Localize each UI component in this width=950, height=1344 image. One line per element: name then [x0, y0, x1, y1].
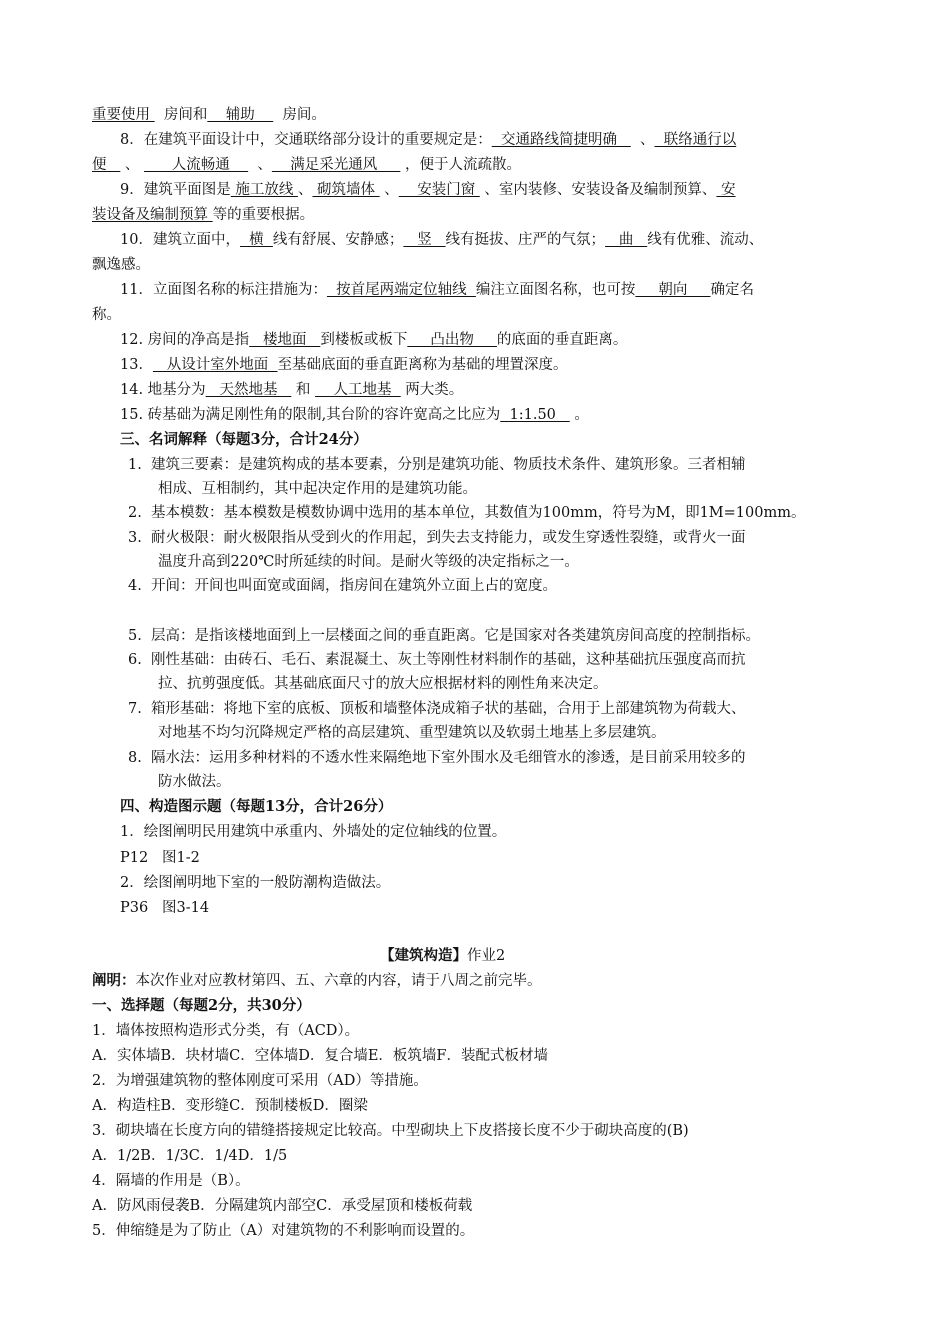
text-run: 1. 建筑三要素：是建筑构成的基本要素，分别是建筑功能、物质技术条件、建筑形象。三者相辅	[128, 457, 746, 473]
text-run: 8. 隔水法：运用多种材料的不透水性来隔绝地下室外围水及毛细管水的渗透，是目前采用较多的	[128, 750, 746, 766]
text-run: 两大类。	[400, 382, 464, 398]
answer-blank: 人流畅通	[144, 157, 249, 173]
text-line-l11	[120, 355, 568, 375]
text-run: 房间。	[273, 107, 326, 123]
answer-blank: 楼地面	[249, 332, 321, 348]
text-run: 10．建筑立面中，	[120, 232, 240, 248]
answer-blank: 安装门窗	[398, 182, 480, 198]
text-run: 温度升高到220℃时所延续的时间。是耐火等级的决定指标之一。	[158, 554, 579, 570]
text-line-l4	[120, 180, 736, 200]
text-line-l29	[120, 822, 506, 842]
text-run: 拉、抗剪强度低。其基础底面尺寸的放大应根据材料的刚性角来决定。	[158, 676, 608, 692]
text-run: 15. 砖基础为满足刚性角的限制,其台阶的容许宽高之比应为	[120, 407, 501, 423]
text-run: 到楼板或板下	[320, 332, 408, 348]
text-run: 、	[297, 182, 313, 198]
text-line-l41	[92, 1146, 287, 1166]
answer-blank: 横	[239, 232, 273, 248]
text-run: 一、选择题（每题2分，共30分）	[92, 997, 311, 1014]
text-line-l22	[128, 650, 746, 670]
text-line-l12	[120, 380, 463, 400]
text-run: 【建筑构造】	[380, 947, 467, 964]
text-line-l13	[120, 405, 589, 425]
text-run: 2．绘图阐明地下室的一般防潮构造做法。	[120, 875, 391, 891]
text-run: A．构造柱B．变形缝C．预制楼板D．圈梁	[92, 1098, 368, 1114]
text-line-l33	[380, 946, 505, 966]
answer-blank: 1:1.50	[500, 407, 570, 423]
text-line-l40	[92, 1121, 689, 1141]
answer-blank: 重要使用	[92, 107, 155, 123]
text-run: 对地基不均匀沉降规定严格的高层建筑、重型建筑以及软弱土地基上多层建筑。	[158, 725, 666, 741]
text-line-l18	[128, 528, 746, 548]
text-run: 编注立面图名称，也可按	[475, 282, 636, 298]
text-run: 三、名词解释（每题3分，合计24分）	[120, 431, 368, 448]
text-run: 3. 耐火极限：耐火极限指从受到火的作用起，到失去支持能力，或发生穿透性裂缝，或背火一面	[128, 530, 746, 546]
text-line-l26	[128, 748, 746, 768]
text-run: A．实体墙B．块材墙C．空体墙D．复合墙E．板筑墙F．装配式板材墙	[92, 1048, 548, 1064]
answer-blank: 便	[92, 157, 121, 173]
text-run: 1．绘图阐明民用建筑中承重内、外墙处的定位轴线的位置。	[120, 824, 507, 840]
text-run: 、	[120, 157, 145, 173]
text-line-l35	[92, 996, 311, 1016]
text-run: P12 图1-2	[120, 850, 200, 866]
answer-blank: 砌筑墙体	[312, 182, 380, 198]
answer-blank: 装设备及编制预算	[92, 207, 213, 223]
text-run: 飘逸感。	[92, 257, 150, 273]
text-line-l28	[120, 797, 392, 817]
text-line-l19	[158, 552, 579, 572]
text-line-l15	[128, 455, 746, 475]
text-line-l38	[92, 1071, 428, 1091]
text-line-l39	[92, 1096, 368, 1116]
text-line-l31	[120, 873, 390, 893]
text-run: 12. 房间的净高是指	[120, 332, 250, 348]
answer-blank: 曲	[605, 232, 648, 248]
text-line-l25	[158, 723, 666, 743]
answer-blank: 凸出物	[407, 332, 497, 348]
text-line-l3	[92, 155, 521, 175]
text-line-l30	[120, 848, 200, 868]
text-line-l27	[158, 772, 231, 792]
answer-blank: 按首尾两端定位轴线	[326, 282, 476, 298]
text-run: 四、构造图示题（每题13分，合计26分）	[120, 798, 393, 815]
text-run: 线有挺拔、庄严的气氛；	[445, 232, 606, 248]
text-run: 防水做法。	[158, 774, 231, 790]
text-run: 1．墙体按照构造形式分类，有（ACD）。	[92, 1023, 360, 1039]
text-run: 2. 基本模数：基本模数是模数协调中选用的基本单位，其数值为100mm，符号为M，即1M=100mm。	[128, 505, 806, 521]
text-run: 7. 箱形基础：将地下室的底板、顶板和墙整体浇成箱子状的基础，合用于上部建筑物为荷载大、	[128, 701, 746, 717]
text-line-l43	[92, 1196, 472, 1216]
text-run: 本次作业对应教材第四、五、六章的内容，请于八周之前完毕。	[135, 973, 542, 989]
text-run: 、	[248, 157, 272, 173]
text-line-l36	[92, 1021, 359, 1041]
text-run: 2．为增强建筑物的整体刚度可采用（AD）等措施。	[92, 1073, 428, 1089]
text-line-l21	[128, 626, 760, 646]
text-line-l23	[158, 674, 608, 694]
text-run: 房间和	[154, 107, 208, 123]
text-run: A．1/2B．1/3C．1/4D．1/5	[92, 1148, 288, 1164]
text-line-l44	[92, 1221, 474, 1241]
text-run: ，便于人流疏散。	[400, 157, 521, 173]
answer-blank: 联络通行以	[654, 132, 737, 148]
text-run: 、室内装修、安装设备及编制预算、	[479, 182, 717, 198]
text-run: 14. 地基分为	[120, 382, 206, 398]
text-run: 9．建筑平面图是	[120, 182, 231, 198]
text-run: 相成、互相制约，其中起决定作用的是建筑功能。	[158, 481, 477, 497]
answer-blank: 人工地基	[315, 382, 401, 398]
text-run: 的底面的垂直距离。	[496, 332, 628, 348]
text-line-l32	[120, 898, 209, 918]
answer-blank: 天然地基	[205, 382, 292, 398]
text-line-l6	[120, 230, 763, 250]
text-line-l34	[92, 971, 542, 991]
text-line-l17	[128, 503, 805, 523]
answer-blank: 辅助	[207, 107, 274, 123]
text-line-l2	[120, 130, 736, 150]
text-run: 3．砌块墙在长度方向的错缝搭接规定比较高。中型砌块上下皮搭接长度不少于砌块高度的(B)	[92, 1123, 689, 1139]
text-run: 5. 层高：是指该楼地面到上一层楼面之间的垂直距离。它是国家对各类建筑房间高度的控制指标。	[128, 628, 761, 644]
text-run: 阐明：	[92, 972, 136, 989]
answer-blank: 交通路线简捷明确	[491, 132, 631, 148]
text-run: 确定名	[710, 282, 754, 298]
text-line-l5	[92, 205, 314, 225]
text-run: 线有舒展、安静感；	[272, 232, 404, 248]
text-line-l8	[120, 280, 754, 300]
text-run: 至基础底面的垂直距离称为基础的埋置深度。	[277, 357, 568, 373]
text-run: 和	[291, 382, 316, 398]
text-run: 、	[630, 132, 655, 148]
text-run: 线有优雅、流动、	[647, 232, 764, 248]
text-run: 4. 开间：开间也叫面宽或面阔，指房间在建筑外立面上占的宽度。	[128, 578, 558, 594]
answer-blank: 满足采光通风	[271, 157, 401, 173]
text-line-l14	[120, 430, 368, 450]
text-run: 。	[569, 407, 589, 423]
answer-blank: 从设计室外地面	[152, 357, 278, 373]
text-run: 13．	[120, 357, 153, 373]
text-line-l42	[92, 1171, 250, 1191]
text-line-l20	[128, 576, 557, 596]
text-line-l7	[92, 255, 150, 275]
text-run: 4．隔墙的作用是（B）。	[92, 1173, 250, 1189]
text-line-l37	[92, 1046, 548, 1066]
text-run: 作业2	[467, 948, 506, 964]
text-run: 8．在建筑平面设计中，交通联络部分设计的重要规定是：	[120, 132, 492, 148]
text-line-l9	[92, 305, 121, 325]
text-run: 11．立面图名称的标注措施为：	[120, 282, 327, 298]
text-run: 等的重要根据。	[212, 207, 315, 223]
answer-blank: 竖	[403, 232, 446, 248]
answer-blank: 施工放线	[230, 182, 298, 198]
answer-blank: 朝向	[635, 282, 711, 298]
text-line-l1	[92, 105, 326, 125]
text-line-l24	[128, 699, 746, 719]
answer-blank: 安	[716, 182, 736, 198]
text-run: 5．伸缩缝是为了防止（A）对建筑物的不利影响而设置的。	[92, 1223, 475, 1239]
text-line-l10	[120, 330, 627, 350]
text-run: A．防风雨侵袭B．分隔建筑内部空C．承受屋顶和楼板荷载	[92, 1198, 473, 1214]
text-run: 称。	[92, 307, 121, 323]
text-line-l16	[158, 479, 477, 499]
text-run: P36 图3-14	[120, 900, 210, 916]
text-run: 、	[379, 182, 399, 198]
text-run: 6. 刚性基础：由砖石、毛石、素混凝土、灰土等刚性材料制作的基础，这种基础抗压强度高而抗	[128, 652, 746, 668]
